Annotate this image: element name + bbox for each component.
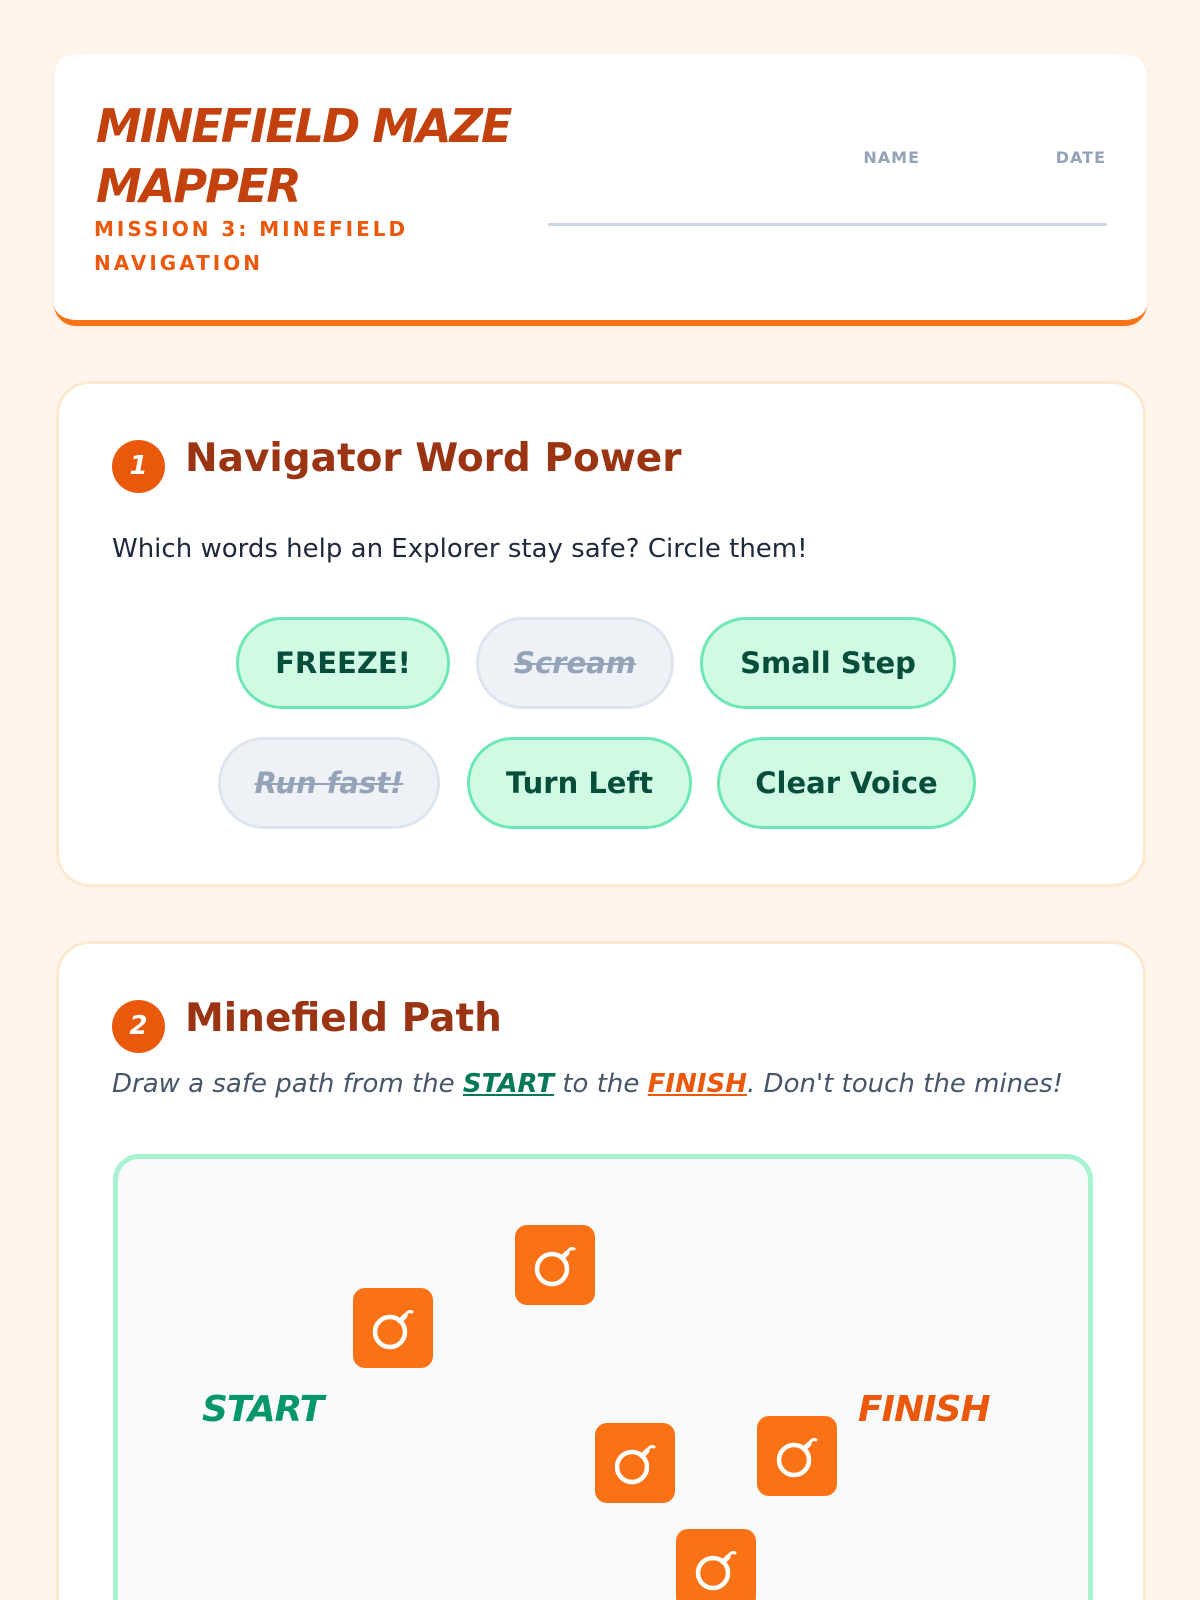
mission-subtitle: MISSION 3: MINEFIELD NAVIGATION — [94, 217, 409, 275]
bomb-icon — [676, 1529, 756, 1600]
section-number-badge: 2 — [112, 1000, 165, 1053]
instruction-text: to the — [554, 1069, 648, 1099]
bomb-icon — [595, 1423, 675, 1503]
section-prompt: Which words help an Explorer stay safe? Circle them! — [112, 534, 808, 564]
word-chip[interactable]: Turn Left — [467, 737, 692, 829]
word-chip[interactable]: Run fast! — [218, 737, 440, 829]
instruction-text: Draw a safe path from the — [112, 1069, 463, 1099]
name-label: NAME — [863, 148, 920, 167]
date-label: DATE — [1055, 148, 1106, 167]
instruction-finish-word: FINISH — [647, 1069, 748, 1099]
page-title: MINEFIELD MAZE MAPPER — [96, 99, 511, 213]
header-card — [54, 54, 1147, 326]
date-field[interactable] — [894, 223, 1107, 226]
minefield-drawing-area[interactable] — [113, 1154, 1093, 1600]
word-power-section — [56, 381, 1146, 887]
instruction-start-word: START — [462, 1069, 555, 1099]
start-marker: START — [202, 1389, 324, 1430]
minefield-path-section — [56, 941, 1146, 1600]
word-chip[interactable]: Small Step — [700, 617, 956, 709]
section-title: Navigator Word Power — [185, 436, 682, 481]
word-chip[interactable]: FREEZE! — [236, 617, 450, 709]
bomb-icon — [757, 1416, 837, 1496]
section-title: Minefield Path — [185, 996, 502, 1041]
instruction-text: . Don't touch the mines! — [747, 1069, 1064, 1099]
name-field[interactable] — [548, 223, 921, 226]
word-chip[interactable]: Scream — [476, 617, 674, 709]
finish-marker: FINISH — [858, 1389, 990, 1430]
path-instruction — [112, 1069, 1063, 1099]
bomb-icon — [353, 1288, 433, 1368]
bomb-icon — [515, 1225, 595, 1305]
word-chip[interactable]: Clear Voice — [717, 737, 976, 829]
section-number-badge: 1 — [112, 440, 165, 493]
